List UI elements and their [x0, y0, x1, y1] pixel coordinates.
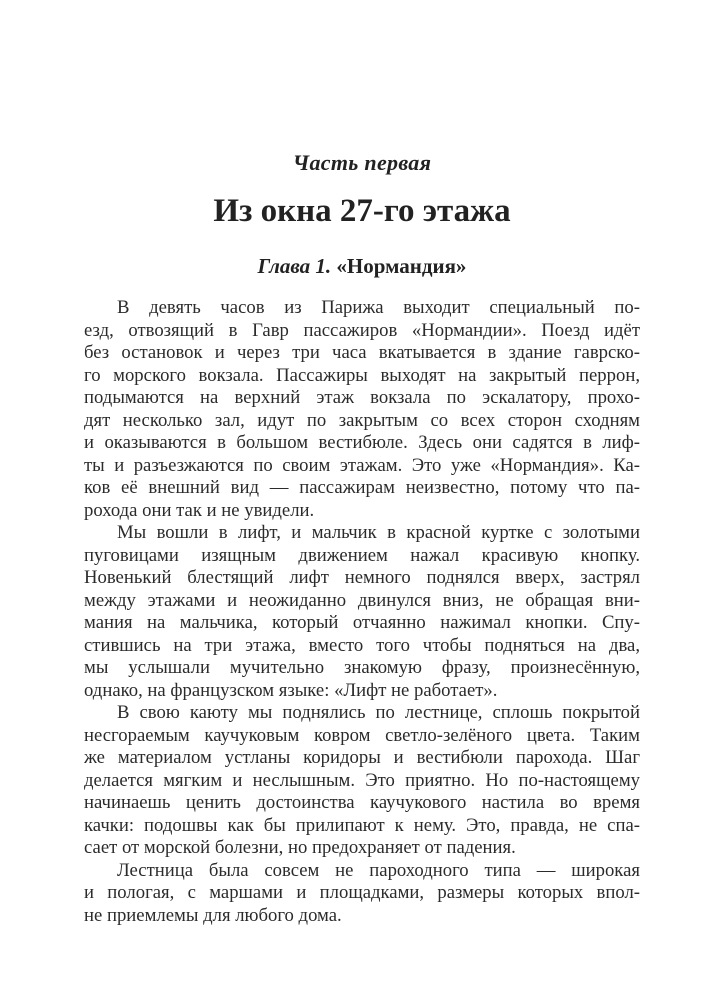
chapter-name: «Нормандия»	[336, 254, 467, 278]
text-line: В девять часов из Парижа выходит специальный по-	[117, 297, 640, 318]
text-line: делается мягким и неслышным. Это приятно. Но по-настоящему	[84, 769, 640, 791]
text-line: ты и разъезжаются по своим этажам. Это уже «Нормандия». Ка-	[84, 454, 640, 476]
paragraph	[84, 860, 640, 928]
text-line: начинаешь ценить достоинства каучукового настила во время	[84, 792, 640, 813]
page-content	[84, 0, 640, 1000]
text-line: же материалом устланы коридоры и вестибюли парохода. Шаг	[84, 747, 640, 768]
text-line: качки: подошвы как бы прилипают к нему. Это, правда, не спа-	[84, 814, 640, 836]
text-line: ков её внешний вид — пассажирам неизвестно, потому что па-	[84, 477, 640, 498]
text-line: и оказываются в большом вестибюле. Здесь они садятся в лиф-	[84, 432, 640, 453]
text-line: подымаются на верхний этаж вокзала по эскалатору, прохо-	[84, 387, 640, 408]
text-line: езд, отвозящий в Гавр пассажиров «Нормандии». Поезд идёт	[84, 319, 640, 341]
text-line: без остановок и через три часа вкатывается в здание гаврско-	[84, 342, 640, 363]
page-title: Из окна 27-го этажа	[213, 193, 511, 229]
text-line: не приемлемы для любого дома.	[84, 904, 342, 926]
text-line: Новенький блестящий лифт немного поднялся вверх, застрял	[84, 567, 640, 588]
text-line: пуговицами изящным движением нажал красивую кнопку.	[84, 544, 640, 566]
text-line: несгораемым каучуковым ковром светло-зелёного цвета. Таким	[84, 724, 640, 746]
chapter-heading	[84, 254, 640, 279]
text-line: го морского вокзала. Пассажиры выходят на закрытый перрон,	[84, 364, 640, 386]
paragraph	[84, 702, 640, 860]
text-line: и пологая, с маршами и площадками, размеры которых впол-	[84, 882, 640, 903]
text-line: дят несколько зал, идут по закрытым со всех сторон сходням	[84, 409, 640, 431]
text-line: Мы вошли в лифт, и мальчик в красной куртке с золотыми	[117, 522, 640, 543]
paragraph	[84, 522, 640, 702]
chapter-number-label: Глава 1.	[257, 254, 332, 278]
text-line: сает от морской болезни, но предохраняет от падения.	[84, 837, 516, 858]
text-line: мы услышали мучительно знакомую фразу, произнесённую,	[84, 657, 640, 678]
text-line: В свою каюту мы поднялись по лестнице, сплошь покрытой	[117, 702, 640, 723]
part-heading: Часть первая	[292, 150, 432, 175]
text-line: рохода они так и не увидели.	[84, 499, 315, 521]
page-body-text	[84, 297, 640, 927]
text-line: мания на мальчика, который отчаянно нажимал кнопки. Спу-	[84, 612, 640, 633]
paragraph	[84, 297, 640, 522]
text-line: между этажами и неожиданно двинулся вниз, не обращая вни-	[84, 589, 640, 611]
text-line: однако, на французском языке: «Лифт не работает».	[84, 679, 498, 701]
text-line: Лестница была совсем не пароходного типа — широкая	[117, 859, 640, 881]
text-line: стившись на три этажа, вместо того чтобы подняться на два,	[84, 634, 640, 656]
